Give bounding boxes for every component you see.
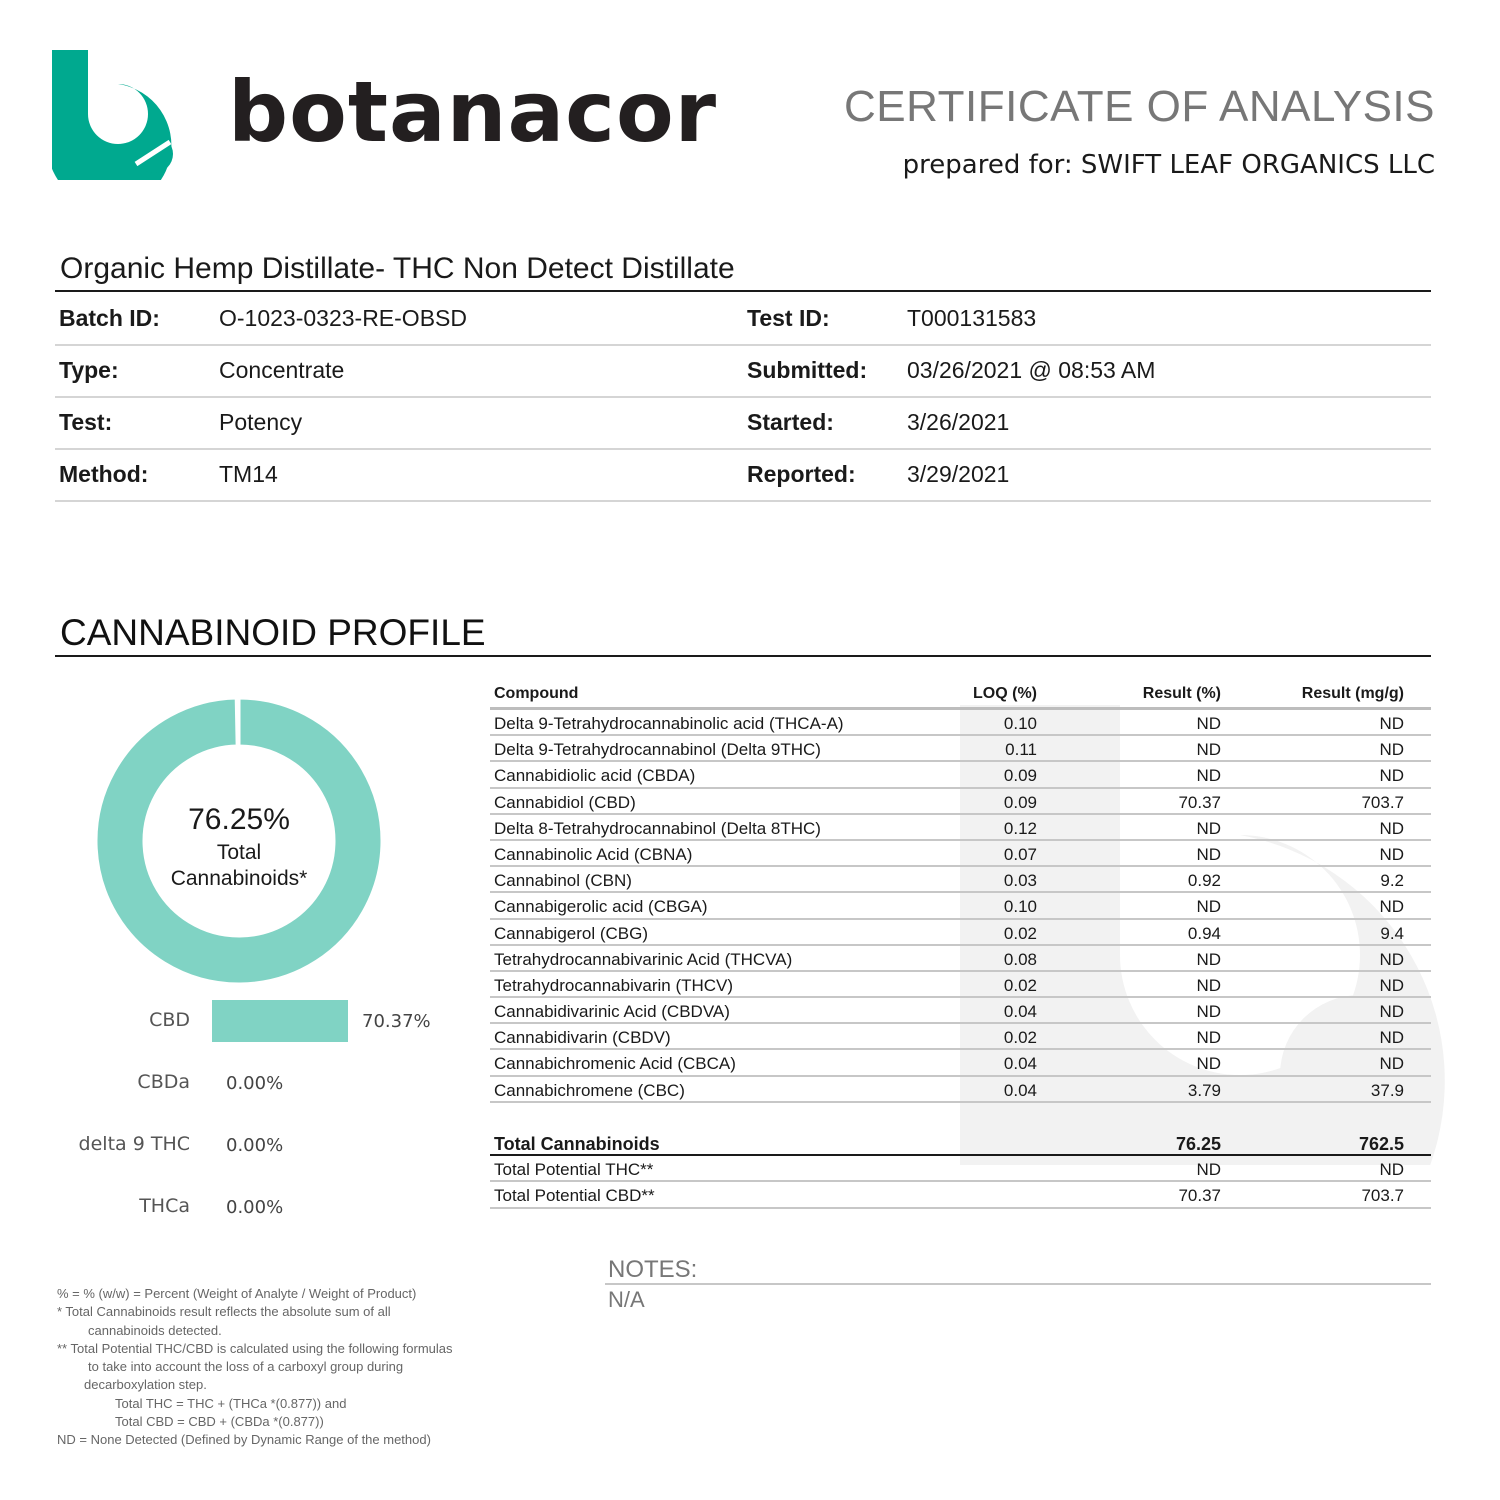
reported-value: 3/29/2021	[907, 461, 1010, 487]
table-row	[490, 710, 1431, 736]
result-mg: ND	[1379, 714, 1404, 733]
method-value: TM14	[219, 461, 278, 487]
info-label: Method:	[59, 461, 149, 487]
loq-value: 0.02	[1003, 923, 1037, 943]
result-pct: ND	[1196, 818, 1221, 838]
bar-value: 0.00%	[226, 1197, 284, 1218]
result-pct: ND	[1196, 949, 1221, 969]
result-pct: ND	[1196, 766, 1221, 786]
column-header: Result (%)	[1142, 685, 1221, 702]
info-row	[55, 344, 1431, 398]
result-mg: ND	[1379, 1002, 1404, 1022]
total-row	[490, 1130, 1431, 1156]
result-pct: ND	[1196, 897, 1221, 917]
footnote-line: Total CBD = CBD + (CBDa *(0.877))	[115, 1414, 324, 1430]
column-header: LOQ (%)	[973, 685, 1037, 702]
result-pct: ND	[1196, 844, 1221, 864]
result-mg: ND	[1379, 897, 1404, 917]
potential-label: Total Potential THC**	[494, 1159, 654, 1179]
result-mg: ND	[1379, 1028, 1404, 1048]
loq-value: 0.02	[1003, 975, 1037, 995]
product-name: Organic Hemp Distillate- THC Non Detect Distillate	[60, 252, 735, 285]
result-mg: 9.2	[1380, 871, 1404, 891]
table-row	[490, 893, 1431, 919]
potential-row	[490, 1182, 1431, 1209]
result-mg: 37.9	[1370, 1080, 1404, 1100]
loq-value: 0.09	[1003, 792, 1037, 812]
loq-value: 0.10	[1003, 714, 1037, 733]
compound-name: Cannabichromenic Acid (CBCA)	[494, 1054, 736, 1074]
info-label: Type:	[59, 357, 119, 383]
compound-name: Cannabidiolic acid (CBDA)	[494, 766, 696, 786]
info-row	[55, 448, 1431, 502]
footnote-line: * Total Cannabinoids result reflects the absolute sum of all	[57, 1304, 391, 1320]
submitted-value: 03/26/2021 @ 08:53 AM	[907, 357, 1156, 383]
result-mg: ND	[1379, 975, 1404, 995]
test-value: Potency	[219, 409, 303, 435]
result-pct: 70.37	[1178, 792, 1221, 812]
donut-label: Cannabinoids*	[170, 867, 308, 890]
loq-value: 0.11	[1005, 740, 1037, 760]
loq-value: 0.04	[1003, 1080, 1037, 1100]
compound-name: Delta 9-Tetrahydrocannabinol (Delta 9THC)	[494, 740, 821, 760]
loq-value: 0.04	[1003, 1054, 1037, 1074]
compound-name: Cannabidivarinic Acid (CBDVA)	[494, 1002, 730, 1022]
spacer	[490, 1103, 1431, 1130]
compound-name: Cannabinolic Acid (CBNA)	[494, 844, 693, 864]
info-label: Batch ID:	[59, 305, 160, 331]
potential-pct: ND	[1196, 1159, 1221, 1179]
notes-value: N/A	[608, 1287, 645, 1312]
info-label: Started:	[747, 409, 834, 435]
bar-cbd	[212, 1000, 348, 1042]
column-header: Result (mg/g)	[1301, 685, 1404, 702]
type-value: Concentrate	[219, 357, 345, 383]
table-row	[490, 867, 1431, 893]
compound-name: Cannabidivarin (CBDV)	[494, 1028, 671, 1048]
bar-label: THCa	[139, 1195, 190, 1217]
result-mg: ND	[1379, 740, 1404, 760]
compound-name: Cannabichromene (CBC)	[494, 1080, 685, 1100]
info-row	[55, 396, 1431, 450]
prepared-for: prepared for: SWIFT LEAF ORGANICS LLC	[902, 150, 1435, 180]
compound-name: Cannabigerolic acid (CBGA)	[494, 897, 708, 917]
result-mg: ND	[1379, 949, 1404, 969]
result-mg: ND	[1379, 818, 1404, 838]
table-row	[490, 815, 1431, 841]
loq-value: 0.04	[1003, 1002, 1037, 1022]
result-pct: ND	[1196, 1054, 1221, 1074]
loq-value: 0.02	[1003, 1028, 1037, 1048]
result-pct: ND	[1196, 1028, 1221, 1048]
potential-pct: 70.37	[1178, 1186, 1221, 1206]
compound-name: Tetrahydrocannabivarinic Acid (THCVA)	[494, 949, 793, 969]
section-title: CANNABINOID PROFILE	[60, 612, 486, 653]
info-label: Submitted:	[747, 357, 868, 383]
result-pct: 0.94	[1187, 923, 1221, 943]
compound-name: Delta 9-Tetrahydrocannabinolic acid (THCA-A)	[494, 714, 844, 733]
bar-label: delta 9 THC	[78, 1133, 190, 1155]
info-label: Test ID:	[747, 305, 830, 331]
table-header	[490, 683, 1431, 710]
result-pct: ND	[1196, 975, 1221, 995]
table-row	[490, 1050, 1431, 1076]
footnote-line: Total THC = THC + (THCa *(0.877)) and	[115, 1395, 347, 1411]
test-id-value: T000131583	[907, 305, 1037, 331]
compound-name: Cannabinol (CBN)	[494, 871, 632, 891]
loq-value: 0.08	[1003, 949, 1037, 969]
total-mg: 762.5	[1358, 1133, 1404, 1154]
result-pct: 3.79	[1187, 1080, 1221, 1100]
column-header: Compound	[494, 685, 579, 702]
table-row	[490, 998, 1431, 1024]
loq-value: 0.10	[1003, 897, 1037, 917]
footnotes	[57, 1285, 453, 1450]
table-row	[490, 946, 1431, 972]
total-pct: 76.25	[1175, 1133, 1221, 1154]
footnote-line: ND = None Detected (Defined by Dynamic Range of the method)	[57, 1432, 431, 1448]
table-row	[490, 1024, 1431, 1050]
brand-wordmark: botanacor	[228, 63, 718, 161]
info-label: Reported:	[747, 461, 856, 487]
potential-mg: ND	[1379, 1159, 1404, 1179]
botanacor-logo-icon	[52, 50, 180, 180]
potential-label: Total Potential CBD**	[494, 1186, 655, 1206]
donut-value: 76.25%	[188, 803, 290, 836]
footnote-line: ** Total Potential THC/CBD is calculated using the following formulas	[57, 1340, 453, 1356]
notes-title: NOTES:	[608, 1256, 698, 1283]
result-pct: ND	[1196, 1002, 1221, 1022]
result-pct: ND	[1196, 740, 1221, 760]
result-mg: ND	[1379, 766, 1404, 786]
table-row	[490, 1077, 1431, 1103]
bar-label: CBD	[149, 1009, 190, 1031]
certificate-title: CERTIFICATE OF ANALYSIS	[844, 82, 1435, 131]
table-row	[490, 736, 1431, 762]
loq-value: 0.07	[1003, 844, 1037, 864]
potential-row	[490, 1156, 1431, 1183]
compound-name: Cannabidiol (CBD)	[494, 792, 636, 812]
footnote-line: decarboxylation step.	[84, 1377, 207, 1393]
bar-value: 0.00%	[226, 1073, 284, 1094]
result-pct: 0.92	[1187, 871, 1221, 891]
loq-value: 0.09	[1003, 766, 1037, 786]
total-label: Total Cannabinoids	[494, 1133, 660, 1154]
footnote-line: to take into account the loss of a carboxyl group during	[88, 1359, 404, 1375]
loq-value: 0.03	[1003, 871, 1037, 891]
info-label: Test:	[59, 409, 113, 435]
result-mg: ND	[1379, 1054, 1404, 1074]
table-row	[490, 762, 1431, 788]
loq-value: 0.12	[1003, 818, 1037, 838]
result-mg: 9.4	[1380, 923, 1404, 943]
result-mg: ND	[1379, 844, 1404, 864]
table-row	[490, 789, 1431, 815]
table-row	[490, 841, 1431, 867]
info-row	[55, 292, 1431, 346]
footnote-line: % = % (w/w) = Percent (Weight of Analyte / Weight of Product)	[57, 1286, 417, 1301]
compound-name: Cannabigerol (CBG)	[494, 923, 649, 943]
batch-id-value: O-1023-0323-RE-OBSD	[219, 305, 467, 331]
divider	[55, 655, 1431, 657]
table-row	[490, 920, 1431, 946]
bar-value: 0.00%	[226, 1135, 284, 1156]
potential-mg: 703.7	[1361, 1186, 1404, 1206]
table-row	[490, 972, 1431, 998]
divider	[605, 1283, 1431, 1285]
result-pct: ND	[1196, 714, 1221, 733]
compound-name: Tetrahydrocannabivarin (THCV)	[494, 975, 734, 995]
bar-value: 70.37%	[362, 1011, 431, 1032]
bar-label: CBDa	[137, 1071, 190, 1093]
results-table	[490, 683, 1431, 1209]
result-mg: 703.7	[1361, 792, 1404, 812]
started-value: 3/26/2021	[907, 409, 1010, 435]
compound-name: Delta 8-Tetrahydrocannabinol (Delta 8THC)	[494, 818, 821, 838]
footnote-line: cannabinoids detected.	[88, 1322, 222, 1338]
donut-label: Total	[216, 841, 262, 864]
